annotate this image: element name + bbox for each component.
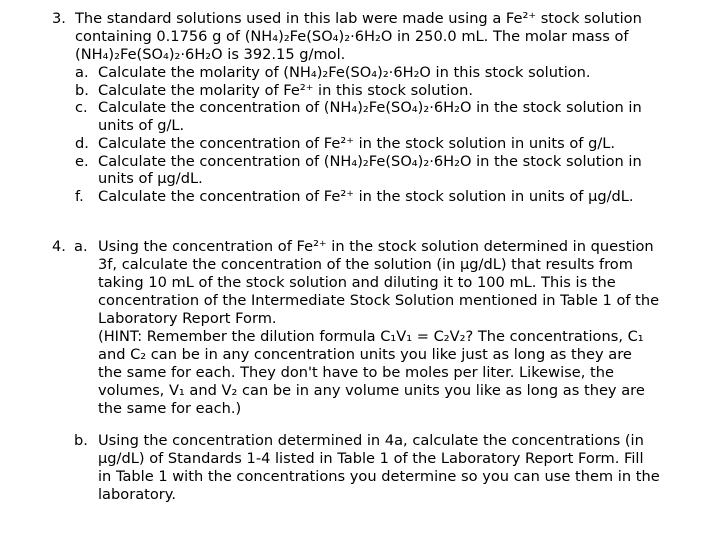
part-text-line: units of g/L. (98, 117, 185, 134)
part-text-line: 3f, calculate the concentration of the solution (in µg/dL) that results from (98, 256, 633, 273)
part-text-line: Calculate the concentration of (NH₄)₂Fe(SO₄)₂·6H₂O in the stock solution in (98, 153, 642, 170)
part-text-line: Calculate the concentration of Fe²⁺ in the stock solution in units of µg/dL. (98, 188, 634, 205)
part-letter: a. (75, 64, 89, 81)
hint-text-line: (HINT: Remember the dilution formula C₁V₁ = C₂V₂? The concentrations, C₁ (98, 328, 644, 345)
hint-text-line: the same for each. They don't have to be moles per liter. Likewise, the (98, 364, 614, 381)
part-text-line: µg/dL) of Standards 1-4 listed in Table 1 of the Laboratory Report Form. Fill (98, 450, 644, 467)
part-letter: b. (74, 432, 88, 449)
question-number: 4. (52, 238, 66, 255)
part-text-line: laboratory. (98, 486, 176, 503)
part-text-line: Laboratory Report Form. (98, 310, 277, 327)
part-text-line: taking 10 mL of the stock solution and diluting it to 100 mL. This is the (98, 274, 616, 291)
hint-text-line: volumes, V₁ and V₂ can be in any volume units you like as long as they are (98, 382, 645, 399)
part-text-line: Using the concentration of Fe²⁺ in the stock solution determined in question (98, 238, 654, 255)
part-text-line: Calculate the molarity of Fe²⁺ in this stock solution. (98, 82, 474, 99)
part-text-line: Calculate the molarity of (NH₄)₂Fe(SO₄)₂·6H₂O in this stock solution. (98, 64, 591, 81)
part-text-line: Calculate the concentration of (NH₄)₂Fe(SO₄)₂·6H₂O in the stock solution in (98, 99, 642, 116)
question-number: 3. (52, 10, 66, 27)
part-text-line: units of µg/dL. (98, 170, 203, 187)
part-letter: c. (75, 99, 88, 116)
part-text-line: in Table 1 with the concentrations you determine so you can use them in the (98, 468, 660, 485)
hint-text-line: the same for each.) (98, 400, 242, 417)
part-letter: e. (75, 153, 89, 170)
question-intro-line: containing 0.1756 g of (NH₄)₂Fe(SO₄)₂·6H₂O in 250.0 mL. The molar mass of (75, 28, 629, 45)
part-text-line: Calculate the concentration of Fe²⁺ in the stock solution in units of g/L. (98, 135, 616, 152)
part-letter: d. (75, 135, 89, 152)
part-letter: a. (74, 238, 88, 255)
question-intro-line: The standard solutions used in this lab were made using a Fe²⁺ stock solution (75, 10, 642, 27)
part-text-line: concentration of the Intermediate Stock Solution mentioned in Table 1 of the (98, 292, 660, 309)
part-letter: b. (75, 82, 89, 99)
part-letter: f. (75, 188, 84, 205)
hint-text-line: and C₂ can be in any concentration units you like just as long as they are (98, 346, 632, 363)
part-text-line: Using the concentration determined in 4a, calculate the concentrations (in (98, 432, 644, 449)
question-intro-line: (NH₄)₂Fe(SO₄)₂·6H₂O is 392.15 g/mol. (75, 46, 346, 63)
